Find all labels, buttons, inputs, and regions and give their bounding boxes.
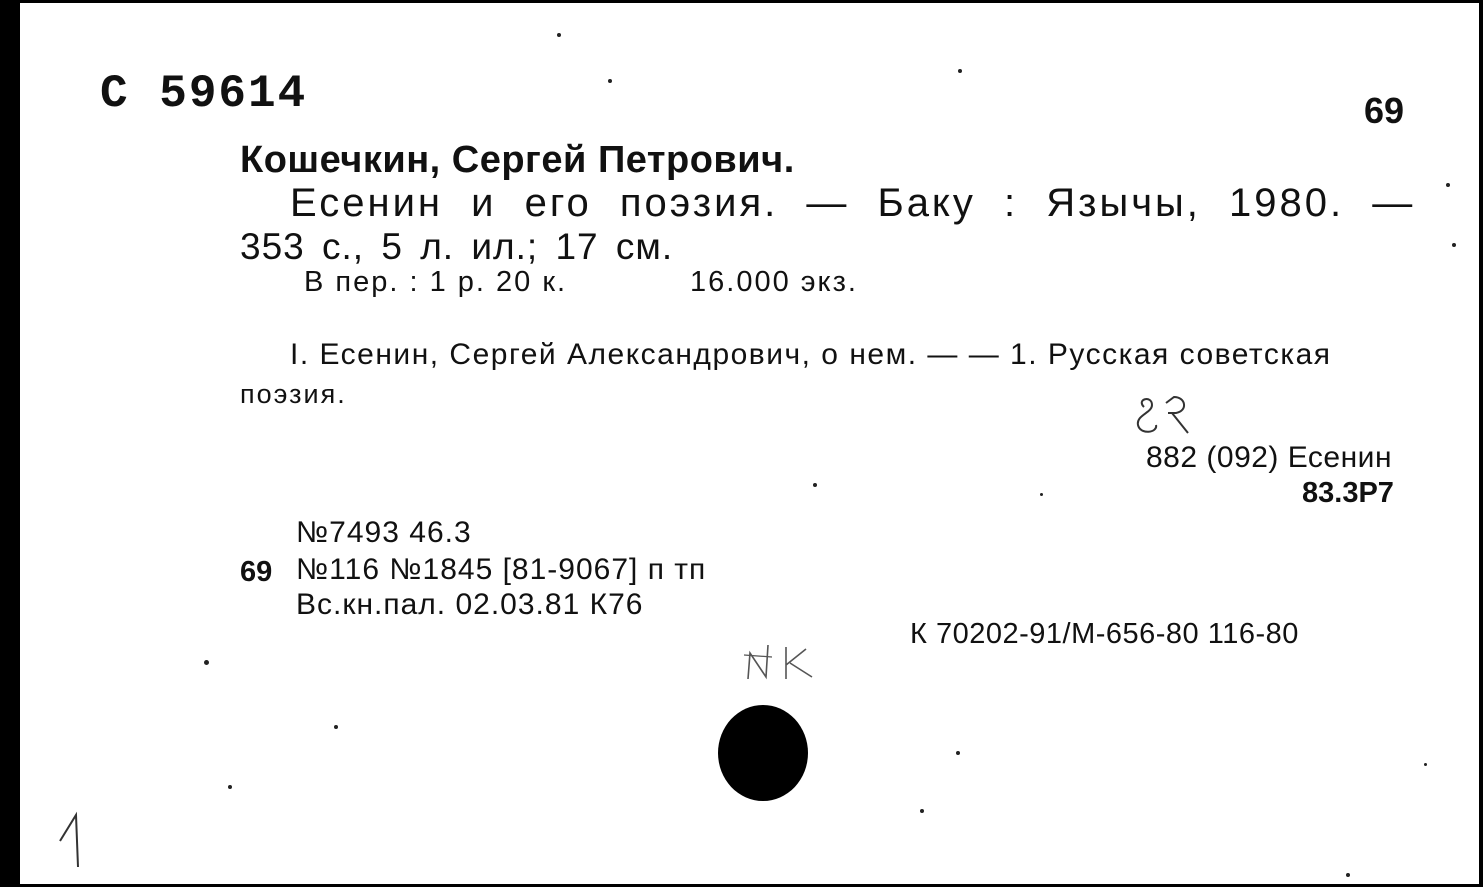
handwritten-corner-numeral [56, 811, 96, 871]
speck [1346, 873, 1350, 877]
speck [1446, 183, 1450, 187]
print-run: 16.000 экз. [690, 266, 858, 298]
speck [956, 751, 960, 755]
speck [608, 79, 612, 83]
price-binding: В пер. : 1 р. 20 к. [304, 266, 568, 298]
speck [204, 660, 209, 665]
speck [1424, 763, 1427, 766]
speck [813, 483, 817, 487]
speck [1452, 243, 1456, 247]
record-line-3: Вс.кн.пал. 02.03.81 К76 [296, 588, 644, 621]
record-line-1: №7493 46.3 [296, 516, 472, 549]
shelf-mark: С 59614 [100, 68, 308, 120]
subjects-line-1: I. Есенин, Сергей Александрович, о нем. — — 1. Русская советская [290, 338, 1332, 371]
author-heading: Кошечкин, Сергей Петрович. [240, 139, 795, 181]
speck [228, 785, 232, 789]
handwritten-initials [740, 635, 830, 685]
speck [334, 725, 338, 729]
record-line-2: №116 №1845 [81-9067] п тп [296, 553, 707, 586]
speck [557, 33, 561, 37]
handwritten-mark [1130, 393, 1200, 441]
classification-1: 882 (092) Есенин [1146, 441, 1393, 474]
speck [958, 69, 962, 73]
speck [1040, 493, 1043, 496]
subjects-line-2: поэзия. [240, 379, 347, 409]
record-line-2-prefix: 69 [240, 556, 273, 588]
code-line: К 70202-91/М-656-80 116-80 [910, 618, 1299, 650]
physical-description: 353 с., 5 л. ил.; 17 см. [240, 226, 674, 267]
classification-2: 83.3Р7 [1302, 477, 1394, 509]
top-right-number: 69 [1364, 90, 1405, 131]
punch-hole [718, 705, 808, 801]
title-line: Есенин и его поэзия. — Баку : Язычы, 1980. — [290, 181, 1416, 225]
speck [920, 809, 924, 813]
